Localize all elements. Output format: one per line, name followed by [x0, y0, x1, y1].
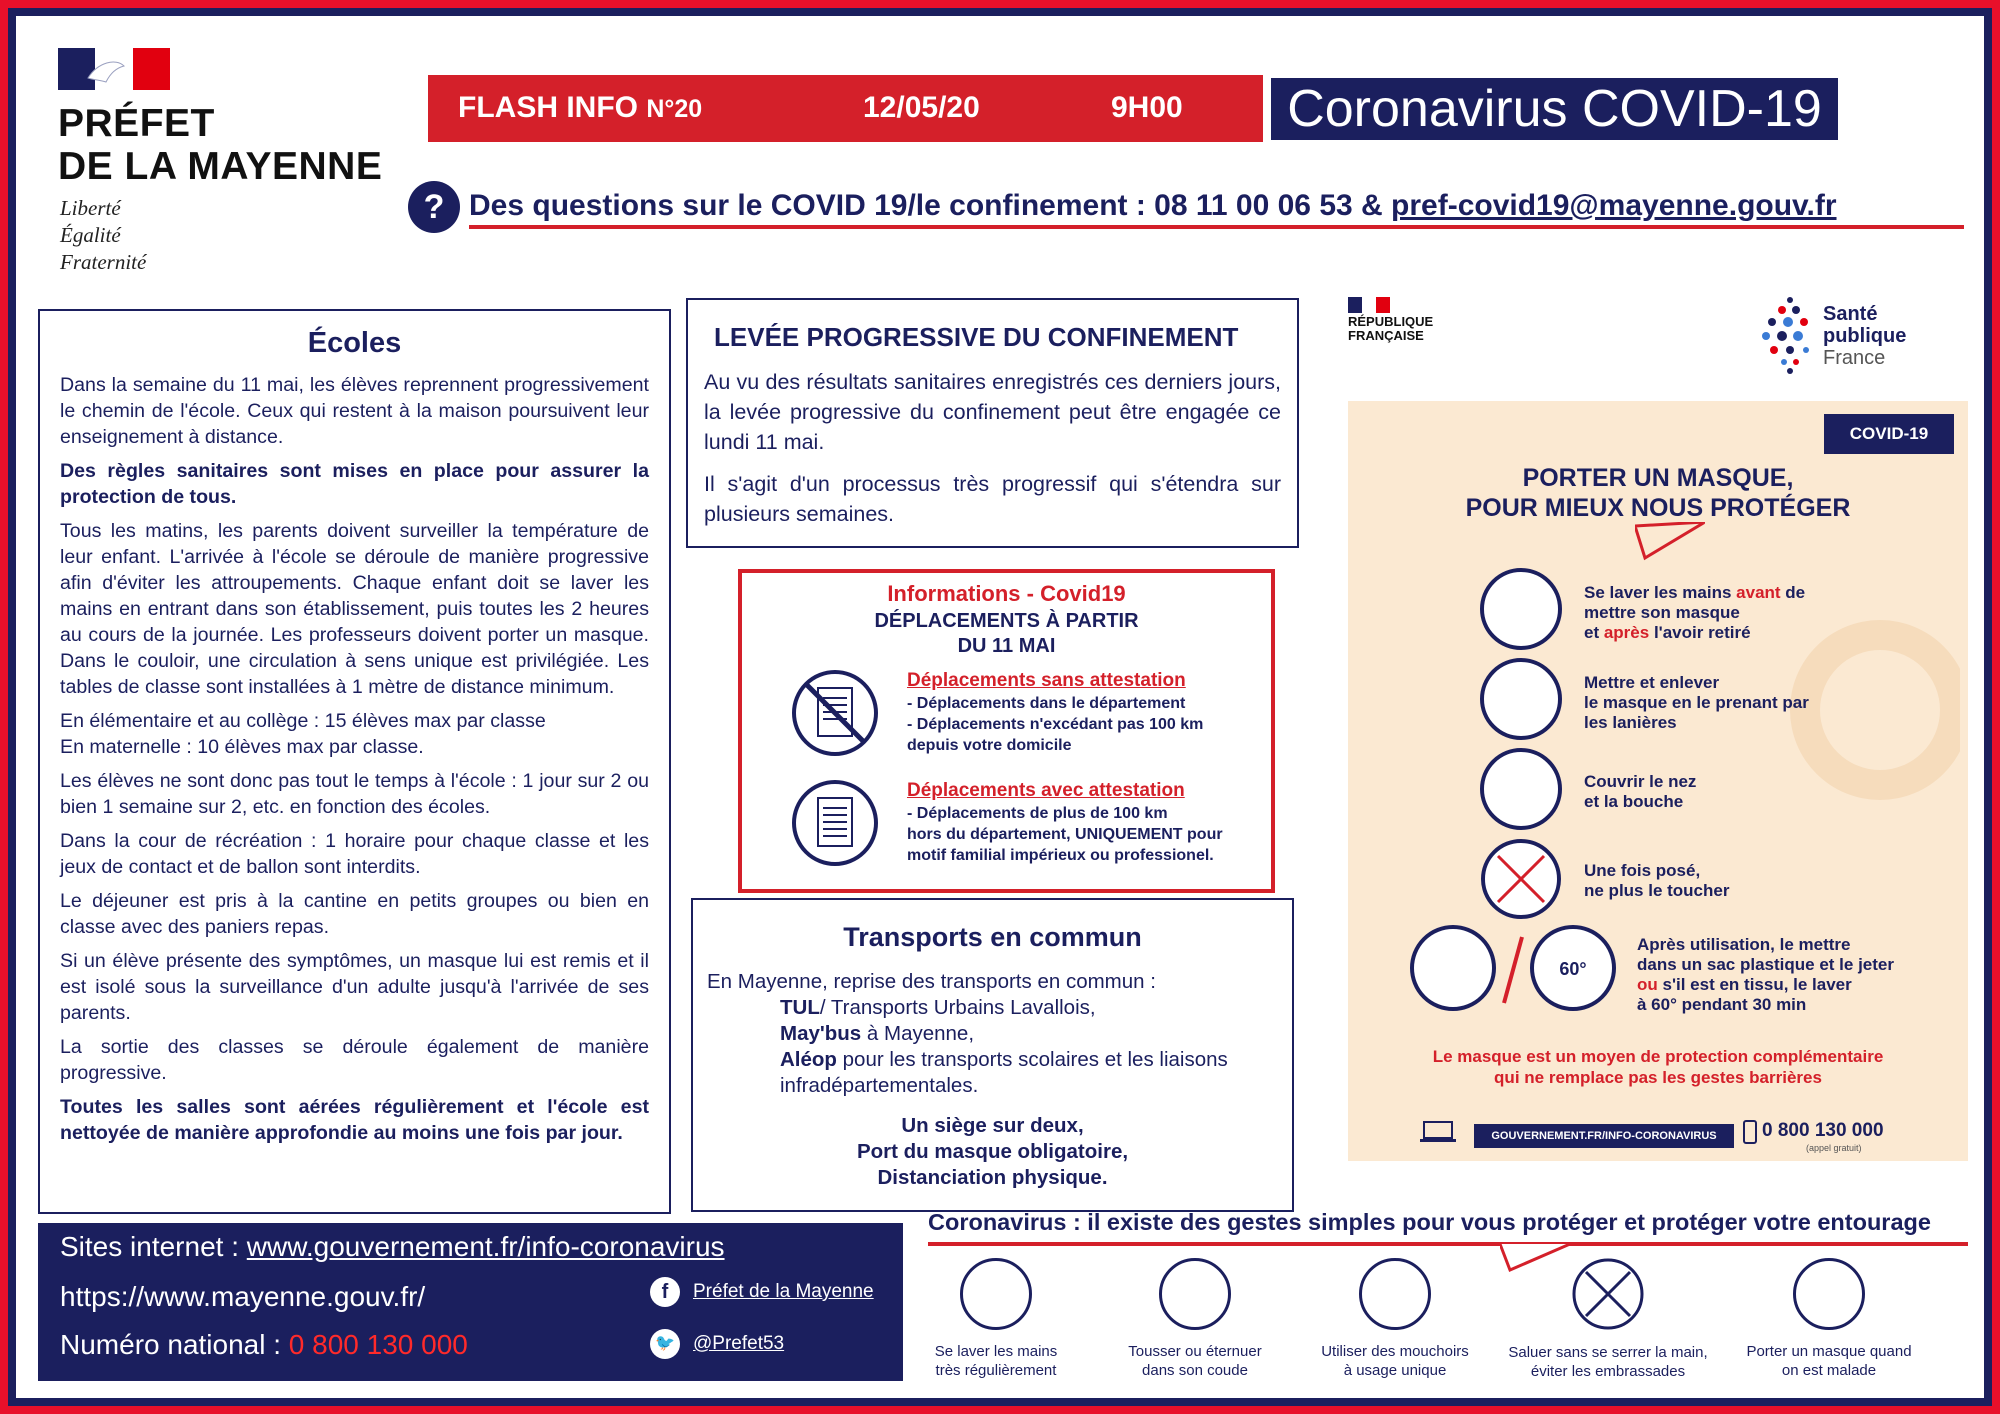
avec-attestation-title: Déplacements avec attestation — [907, 780, 1185, 801]
transports-aleop: Aléop pour les transports scolaires et les liaisons infradépartementales. — [780, 1048, 1228, 1097]
ecoles-p10: Toutes les salles sont aérées régulièrement et l'école est nettoyée de manière approfondie au moins une fois par jour. — [60, 1096, 649, 1144]
sante-publique-label: Santé publique France — [1823, 303, 1907, 369]
flash-label: FLASH INFO N°20 — [458, 91, 703, 124]
flash-info-banner — [428, 75, 1263, 142]
levee-p2: Il s'agit d'un processus très progressif qui s'étendra sur plusieurs semaines. — [704, 472, 1281, 526]
sans-attestation-line1: - Déplacements dans le département — [907, 695, 1186, 712]
deplacements-title2: DÉPLACEMENTS À PARTIR DU 11 MAI — [874, 610, 1139, 657]
ecoles-p7: Le déjeuner est pris à la cantine en petits groupes ou bien en classe avec des paniers repas. — [60, 890, 649, 938]
step1-text: Se laver les mains avant de mettre son masque et après l'avoir retiré — [1584, 583, 1806, 642]
ecoles-p2: Des règles sanitaires sont mises en place pour assurer la protection de tous. — [60, 460, 649, 508]
gestes-underline — [928, 1242, 1968, 1246]
gestes-title: Coronavirus : il existe des gestes simples pour vous protéger et protéger votre entourage — [928, 1209, 1931, 1235]
hand-wash-icon — [960, 1258, 1032, 1330]
step3-text: Couvrir le nez et la bouche — [1584, 772, 1697, 811]
deplacements-title1: Informations - Covid19 — [887, 581, 1126, 606]
twitter-link[interactable]: @Prefet53 — [693, 1333, 785, 1354]
geste-masque-malade: Porter un masque quand on est malade — [1734, 1258, 1924, 1380]
twitter-icon[interactable]: 🐦 — [650, 1329, 680, 1359]
poster-title: PORTER UN MASQUE, POUR MIEUX NOUS PROTÉGER — [1465, 464, 1851, 522]
attestation-icon — [790, 778, 880, 868]
marianne-flag-logo — [58, 48, 170, 90]
cover-nose-step-icon — [1480, 748, 1562, 830]
poster-phone-note: (appel gratuit) — [1806, 1143, 1862, 1153]
geste-saluer: Saluer sans se serrer la main, éviter les embrassades — [1508, 1258, 1708, 1381]
ecoles-title: Écoles — [307, 327, 402, 359]
speech-tail — [1635, 522, 1705, 562]
ecoles-p8: Si un élève présente des symptômes, un masque lui est remis et il est isolé sous la surveillance d'un adulte jusqu'à l'arrivée de ses parents. — [60, 950, 649, 1024]
wash-hands-step-icon — [1480, 568, 1562, 650]
facebook-link[interactable]: Préfet de la Mayenne — [693, 1281, 874, 1302]
transports-box — [691, 898, 1294, 1212]
flash-time: 9H00 — [1111, 91, 1183, 124]
cough-elbow-icon — [1159, 1258, 1231, 1330]
ecoles-p4a: En élémentaire et au collège : 15 élèves max par classe — [60, 710, 546, 732]
levee-title: LEVÉE PROGRESSIVE DU CONFINEMENT — [714, 322, 1239, 352]
transports-title: Transports en commun — [843, 922, 1142, 952]
trash-bag-step-icon — [1410, 925, 1496, 1011]
sans-attestation-line3: depuis votre domicile — [907, 737, 1072, 754]
do-not-touch-step-icon — [1480, 838, 1562, 925]
devise: Liberté Égalité Fraternité — [60, 196, 147, 274]
wash-60-step-icon: 60° — [1530, 925, 1616, 1011]
mask-straps-step-icon — [1480, 658, 1562, 740]
republique-francaise-label: RÉPUBLIQUE FRANÇAISE — [1348, 314, 1434, 343]
transports-intro: En Mayenne, reprise des transports en commun : — [707, 970, 1156, 993]
site-gouvernement-link[interactable]: www.gouvernement.fr/info-coronavirus — [246, 1231, 725, 1262]
site-mayenne-link[interactable]: https://www.mayenne.gouv.fr/ — [60, 1281, 426, 1312]
deplacements-panel — [738, 569, 1275, 893]
step2-text: Mettre et enlever le masque en le prenant par les lanières — [1584, 673, 1809, 732]
step5-text: Après utilisation, le mettre dans un sac plastique et le jeter ou s'il est en tissu, le laver à 60° pendant 30 min — [1637, 935, 1894, 1014]
numero-line: Numéro national : 0 800 130 000 — [60, 1329, 468, 1360]
levee-p1: Au vu des résultats sanitaires enregistrés ces derniers jours, la levée progressive du confinement peut être engagée ce lundi 11 mai. — [704, 370, 1281, 454]
ecoles-p4b: En maternelle : 10 élèves max par classe. — [60, 736, 424, 758]
avec-attestation-line2: hors du département, UNIQUEMENT pour — [907, 826, 1223, 843]
sans-attestation-line2: - Déplacements n'excédant pas 100 km — [907, 716, 1204, 733]
geste-tousser-coude: Tousser ou éternuer dans son coude — [1100, 1258, 1290, 1380]
numero-national: 0 800 130 000 — [288, 1329, 468, 1360]
or-slash-icon — [1500, 935, 1526, 1005]
ecoles-p5: Les élèves ne sont donc pas tout le temps à l'école : 1 jour sur 2 ou bien 1 semaine sur 2, etc. en fonction des écoles. — [60, 770, 649, 818]
contact-email-link[interactable]: pref-covid19@mayenne.gouv.fr — [1391, 189, 1837, 222]
prefet-title: PRÉFET DE LA MAYENNE — [58, 102, 383, 188]
no-handshake-icon — [1572, 1258, 1644, 1330]
geste-laver-mains: Se laver les mains très régulièrement — [901, 1258, 1091, 1380]
poster-url: GOUVERNEMENT.FR/INFO-CORONAVIRUS — [1474, 1124, 1734, 1148]
ecoles-p9: La sortie des classes se déroule également de manière progressive. — [60, 1036, 649, 1084]
flash-date: 12/05/20 — [863, 91, 980, 124]
levee-box — [686, 298, 1299, 548]
ecoles-p3: Tous les matins, les parents doivent surveiller la température de leur enfant. L'arrivée à l'école se déroule de manière progressive afin d'éviter les attroupements. Chaque enfant doit se laver les mains en entrant dans son établissement, puis toutes les 2 heures au cours de la journée. Les professeurs doivent porter un masque. Dans le couloir, une circulation à sens unique est privilégiée. Les tables de classe sont installées à 1 mètre de distance minimum. — [60, 520, 649, 698]
contact-question: Des questions sur le COVID 19/le confinement : 08 11 00 06 53 & pref-covid19@mayenne.gouv.fr — [469, 189, 1837, 222]
question-underline — [469, 225, 1964, 229]
contact-footer — [38, 1223, 903, 1381]
sans-attestation-title: Déplacements sans attestation — [907, 670, 1186, 691]
ecoles-p6: Dans la cour de récréation : 1 horaire pour chaque classe et les jeux de contact et de ballon sont interdits. — [60, 830, 649, 878]
sante-publique-logo-dots — [1762, 296, 1818, 374]
transports-maybus: May'bus à Mayenne, — [780, 1022, 975, 1045]
poster-footer-note: Le masque est un moyen de protection complémentaire qui ne remplace pas les gestes barrières — [1432, 1047, 1884, 1087]
tissue-icon — [1359, 1258, 1431, 1330]
laptop-icon — [1420, 1120, 1456, 1144]
mask-face-icon — [1793, 1258, 1865, 1330]
facebook-icon[interactable]: f — [650, 1277, 680, 1307]
question-icon: ? — [408, 181, 460, 233]
covid-badge: COVID-19 — [1824, 414, 1954, 454]
republique-flag-logo — [1348, 297, 1390, 313]
sites-line: Sites internet : www.gouvernement.fr/info-coronavirus — [60, 1231, 725, 1262]
covid-title: Coronavirus COVID-19 — [1271, 78, 1838, 140]
no-attestation-icon — [790, 668, 880, 758]
step4-text: Une fois posé, ne plus le toucher — [1584, 861, 1730, 900]
transports-tul: TUL/ Transports Urbains Lavallois, — [780, 996, 1096, 1019]
geste-mouchoirs: Utiliser des mouchoirs à usage unique — [1300, 1258, 1490, 1380]
avec-attestation-line1: - Déplacements de plus de 100 km — [907, 805, 1168, 822]
ecoles-box — [38, 309, 671, 1214]
phone-icon — [1743, 1120, 1757, 1144]
transports-rules: Un siège sur deux, Port du masque obligatoire, Distanciation physique. — [856, 1114, 1129, 1189]
ecoles-p1: Dans la semaine du 11 mai, les élèves reprennent progressivement le chemin de l'école. Ceux qui restent à la maison poursuivent leur enseignement à distance. — [60, 374, 649, 448]
avec-attestation-line3: motif familial impérieux ou professionel. — [907, 847, 1214, 864]
poster-phone: 0 800 130 000 — [1762, 1120, 1884, 1141]
